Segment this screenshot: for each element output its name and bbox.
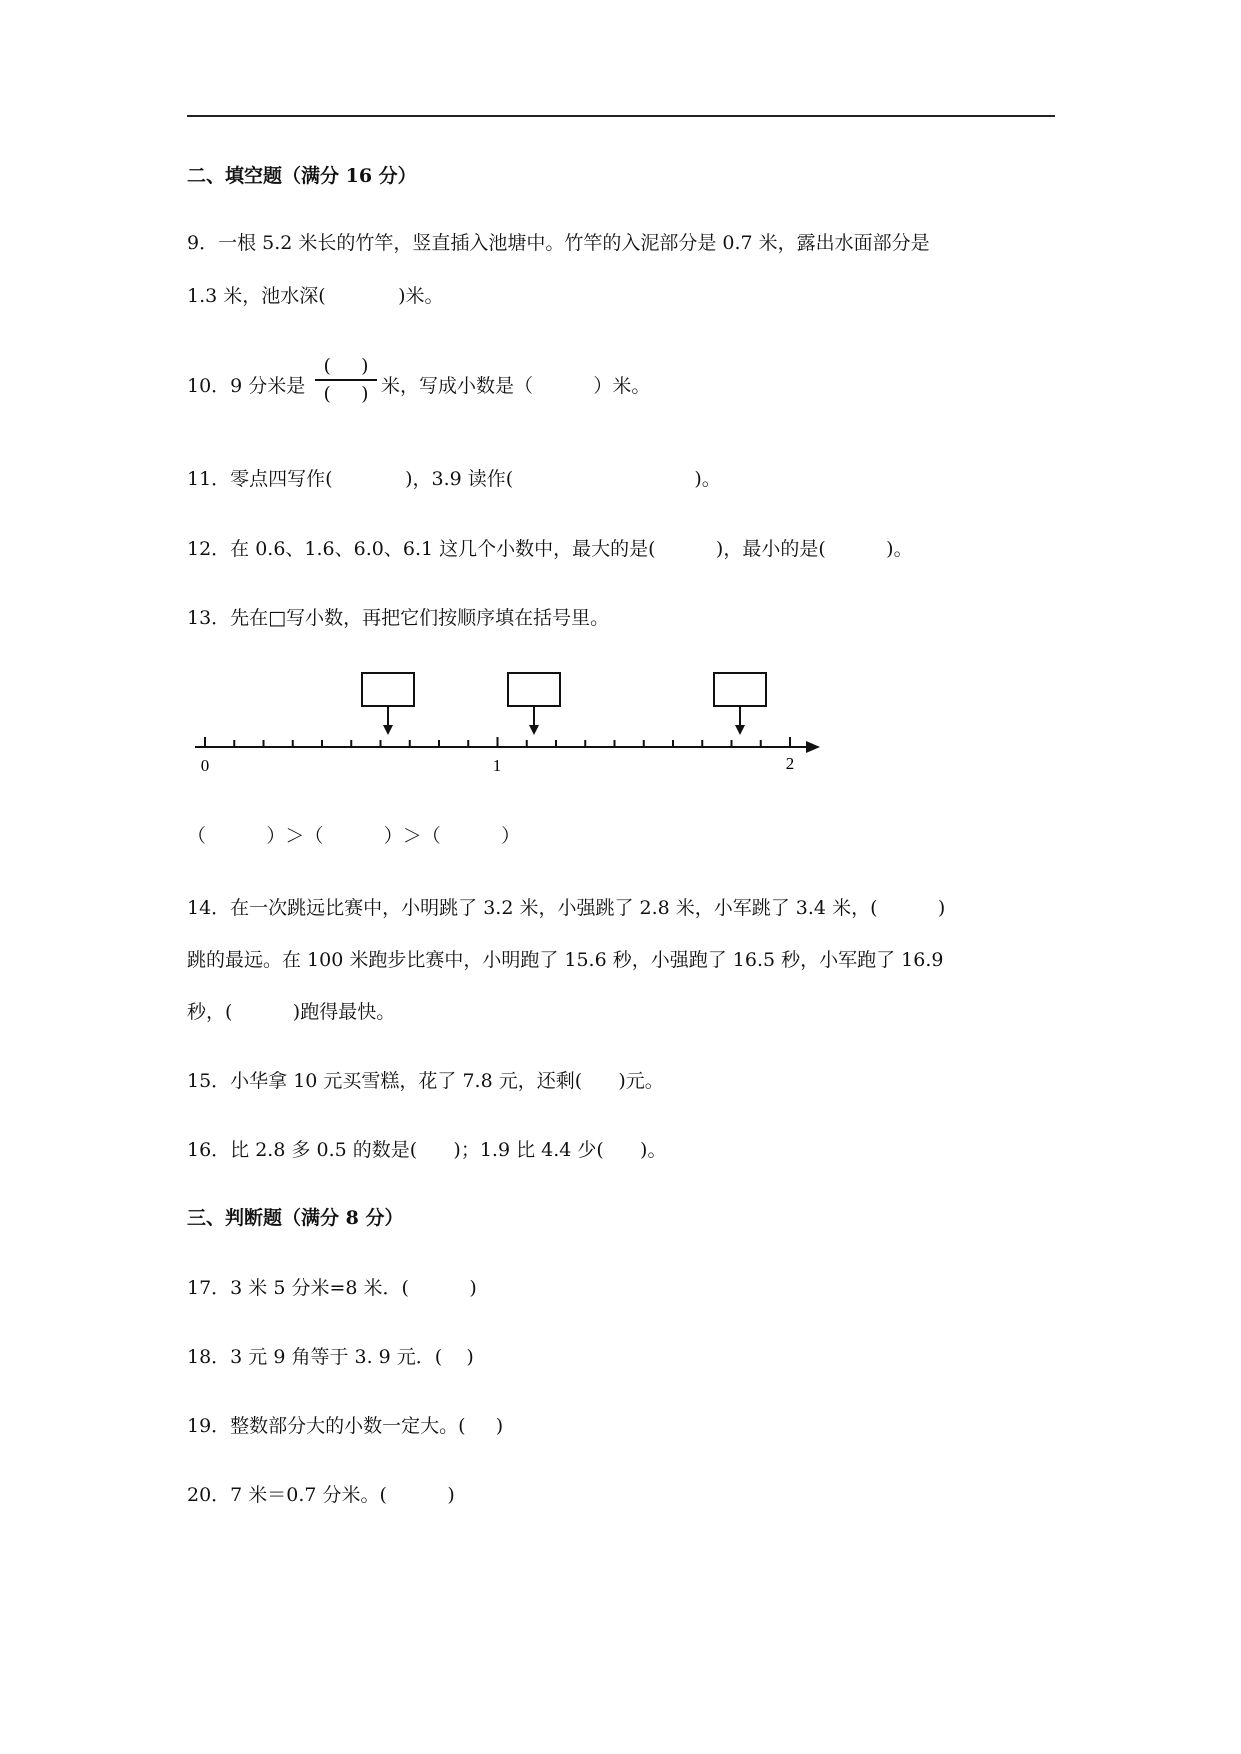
fraction-numerator: ( ) — [323, 355, 369, 377]
question-10-prefix: 10．9 分米是 — [187, 375, 306, 397]
question-11: 11．零点四写作( )，3.9 读作( )。 — [187, 468, 721, 490]
header-rule — [187, 115, 1055, 117]
section-2-title: 二、填空题（满分 16 分） — [187, 165, 417, 187]
question-15: 15．小华拿 10 元买雪糕，花了 7.8 元，还剩( )元。 — [187, 1070, 664, 1092]
question-16: 16．比 2.8 多 0.5 的数是( )；1.9 比 4.4 少( )。 — [187, 1139, 667, 1161]
number-line-figure — [190, 665, 830, 785]
question-13-answer: （ ）＞（ ）＞（ ） — [187, 825, 521, 847]
fraction-bar — [315, 379, 377, 381]
pointer-arrow-1 — [383, 706, 393, 735]
question-14-line-3: 秒，( )跑得最快。 — [187, 1001, 396, 1023]
question-12: 12．在 0.6、1.6、6.0、6.1 这几个小数中，最大的是( )，最小的是( )。 — [187, 538, 913, 560]
pointer-arrow-3 — [735, 706, 745, 735]
question-10-fraction — [313, 354, 379, 406]
axis-ticks — [205, 737, 790, 747]
tick-label-0: 0 — [200, 756, 210, 775]
tick-label-1: 1 — [492, 756, 502, 775]
question-18: 18．3 元 9 角等于 3. 9 元．( ) — [187, 1346, 474, 1368]
answer-box-2 — [508, 673, 560, 706]
section-3-title: 三、判断题（满分 8 分） — [187, 1207, 404, 1229]
question-10-suffix: 米，写成小数是（ ）米。 — [381, 375, 651, 397]
question-17: 17．3 米 5 分米=8 米．( ) — [187, 1277, 477, 1299]
question-14-line-2: 跳的最远。在 100 米跑步比赛中，小明跑了 15.6 秒，小强跑了 16.5 秒，小军跑了 16.9 — [187, 949, 944, 971]
fraction-denominator: ( ) — [323, 383, 369, 405]
question-9-line-1: 9．一根 5.2 米长的竹竿，竖直插入池塘中。竹竿的入泥部分是 0.7 米，露出水面部分是 — [187, 232, 930, 254]
axis-arrow-head — [806, 741, 820, 753]
tick-label-2: 2 — [785, 754, 795, 773]
question-14-line-1: 14．在一次跳远比赛中，小明跳了 3.2 米，小强跳了 2.8 米，小军跳了 3.4 米，( ) — [187, 897, 946, 919]
answer-box-1 — [362, 673, 414, 706]
answer-box-3 — [714, 673, 766, 706]
pointer-arrow-2 — [529, 706, 539, 735]
question-20: 20．7 米＝0.7 分米。( ) — [187, 1484, 455, 1506]
question-9-line-2: 1.3 米，池水深( )米。 — [187, 285, 444, 307]
question-19: 19．整数部分大的小数一定大。( ) — [187, 1415, 504, 1437]
question-13: 13．先在□写小数，再把它们按顺序填在括号里。 — [187, 607, 610, 629]
